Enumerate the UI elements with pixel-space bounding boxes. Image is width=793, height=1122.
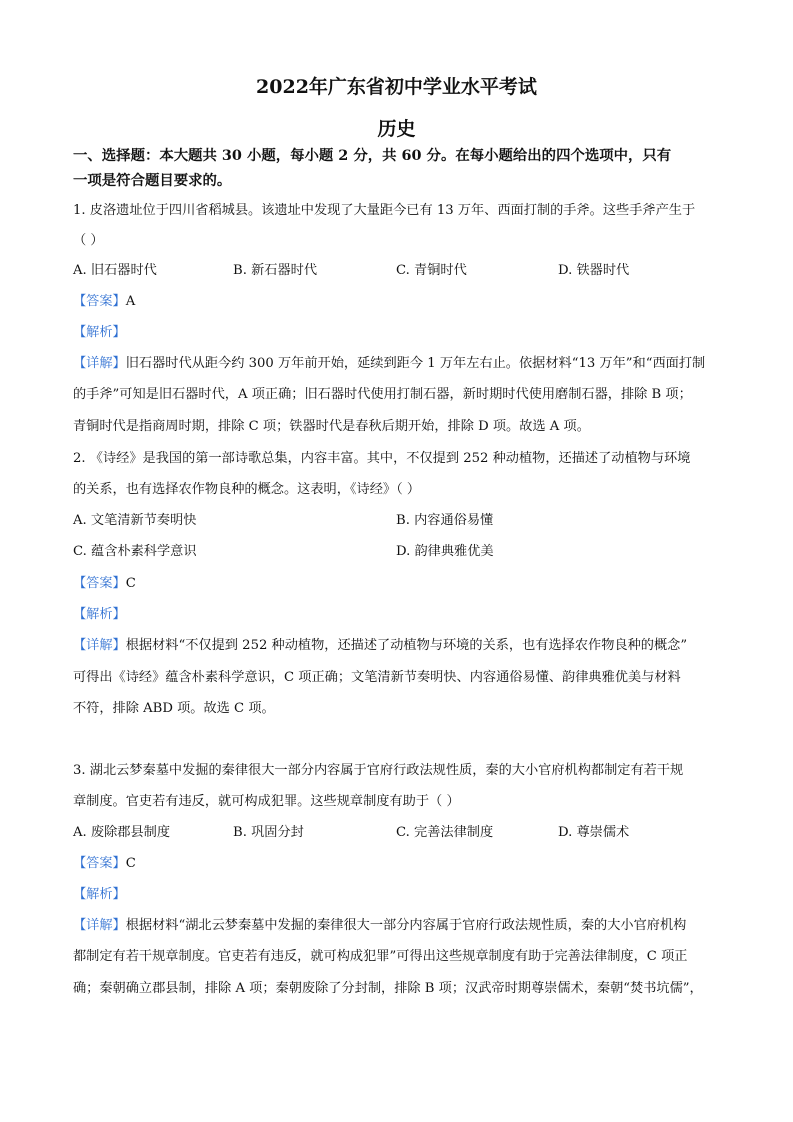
- q1-option-a: A. 旧石器时代: [73, 263, 157, 278]
- answer-tag: 【答案】: [73, 856, 126, 871]
- q2-option-a: A. 文笔清新节奏明快: [73, 513, 197, 528]
- q1-option-b: B. 新石器时代: [233, 263, 318, 278]
- section-heading-line-2: 一项是符合题目要求的。: [73, 172, 232, 189]
- q1-analysis: [73, 324, 723, 342]
- q2-answer: [73, 575, 723, 593]
- analysis-tag: 【解析】: [73, 607, 126, 622]
- q3-detail-text-1: 根据材料“湖北云梦秦墓中发掘的秦律很大一部分内容属于官府行政法规性质，秦的大小官府机构: [125, 918, 687, 933]
- q3-option-b: B. 巩固分封: [233, 825, 304, 840]
- q2-stem-line-2: 的关系，也有选择农作物良种的概念。这表明，《诗经》（ ）: [73, 482, 421, 497]
- q3-analysis: [73, 886, 723, 904]
- q3-answer-value: C: [125, 856, 136, 871]
- detail-tag: 【详解】: [73, 638, 126, 653]
- q2-analysis: [73, 606, 723, 624]
- q2-option-c: C. 蕴含朴素科学意识: [73, 544, 197, 559]
- q1-option-c: C. 青铜时代: [396, 263, 467, 278]
- q2-detail-line-1: [73, 637, 723, 655]
- q3-stem-line-2: 章制度。官吏若有违反，就可构成犯罪。这些规章制度有助于（ ）: [73, 794, 460, 809]
- q2-answer-value: C: [125, 576, 136, 591]
- q1-answer: [73, 293, 723, 311]
- detail-tag: 【详解】: [73, 356, 126, 371]
- answer-tag: 【答案】: [73, 294, 126, 309]
- q1-option-d: D. 铁器时代: [558, 263, 630, 278]
- analysis-tag: 【解析】: [73, 887, 126, 902]
- q1-detail-text-1: 旧石器时代从距今约 300 万年前开始，延续到距今 1 万年左右止。依据材料“13 万年”和“西面打制: [125, 356, 706, 371]
- q2-detail-text-1: 根据材料“不仅提到 252 种动植物，还描述了动植物与环境的关系，也有选择农作物良种的概念”: [125, 638, 688, 653]
- q1-answer-value: A: [125, 294, 136, 309]
- q3-option-d: D. 尊崇儒术: [558, 825, 630, 840]
- page-title: 2022年广东省初中学业水平考试: [256, 76, 537, 98]
- analysis-tag: 【解析】: [73, 325, 126, 340]
- q2-stem-line-1: 2. 《诗经》是我国的第一部诗歌总集，内容丰富。其中，不仅提到 252 种动植物，还描述了动植物与环境: [73, 451, 691, 466]
- q3-answer: [73, 855, 723, 873]
- q3-option-c: C. 完善法律制度: [396, 825, 494, 840]
- q1-detail-line-1: [73, 355, 723, 373]
- q3-detail-line-3: 确；秦朝确立郡县制，排除 A 项；秦朝废除了分封制，排除 B 项；汉武帝时期尊崇儒术，秦朝“焚书坑儒”，: [73, 981, 703, 996]
- q3-option-a: A. 废除郡县制度: [73, 825, 171, 840]
- q2-detail-line-3: 不符，排除 ABD 项。故选 C 项。: [73, 701, 275, 716]
- q2-option-b: B. 内容通俗易懂: [396, 513, 494, 528]
- detail-tag: 【详解】: [73, 918, 126, 933]
- q3-stem-line-1: 3. 湖北云梦秦墓中发掘的秦律很大一部分内容属于官府行政法规性质，秦的大小官府机构都制定有若干规: [73, 763, 684, 778]
- q1-detail-line-2: 的手斧”可知是旧石器时代，A 项正确；旧石器时代使用打制石器，新时期时代使用磨制石器，排除 B 项；: [73, 387, 692, 402]
- q1-detail-line-3: 青铜时代是指商周时期，排除 C 项；铁器时代是春秋后期开始，排除 D 项。故选 A 项。: [73, 419, 590, 434]
- q3-detail-line-1: [73, 917, 723, 935]
- q1-stem-line-2: （ ）: [73, 233, 104, 248]
- q2-option-d: D. 韵律典雅优美: [396, 544, 494, 559]
- page-subtitle: 历史: [377, 118, 416, 140]
- section-heading-line-1: 一、选择题：本大题共 30 小题，每小题 2 分，共 60 分。在每小题给出的四个选项中，只有: [73, 147, 672, 164]
- q2-detail-line-2: 可得出《诗经》蕴含朴素科学意识，C 项正确；文笔清新节奏明快、内容通俗易懂、韵律典雅优美与材料: [73, 670, 681, 685]
- answer-tag: 【答案】: [73, 576, 126, 591]
- q1-stem-line-1: 1. 皮洛遗址位于四川省稻城县。该遗址中发现了大量距今已有 13 万年、西面打制的手斧。这些手斧产生于: [73, 203, 696, 218]
- q3-detail-line-2: 都制定有若干规章制度。官吏若有违反，就可构成犯罪”可得出这些规章制度有助于完善法律制度，C 项正: [73, 949, 688, 964]
